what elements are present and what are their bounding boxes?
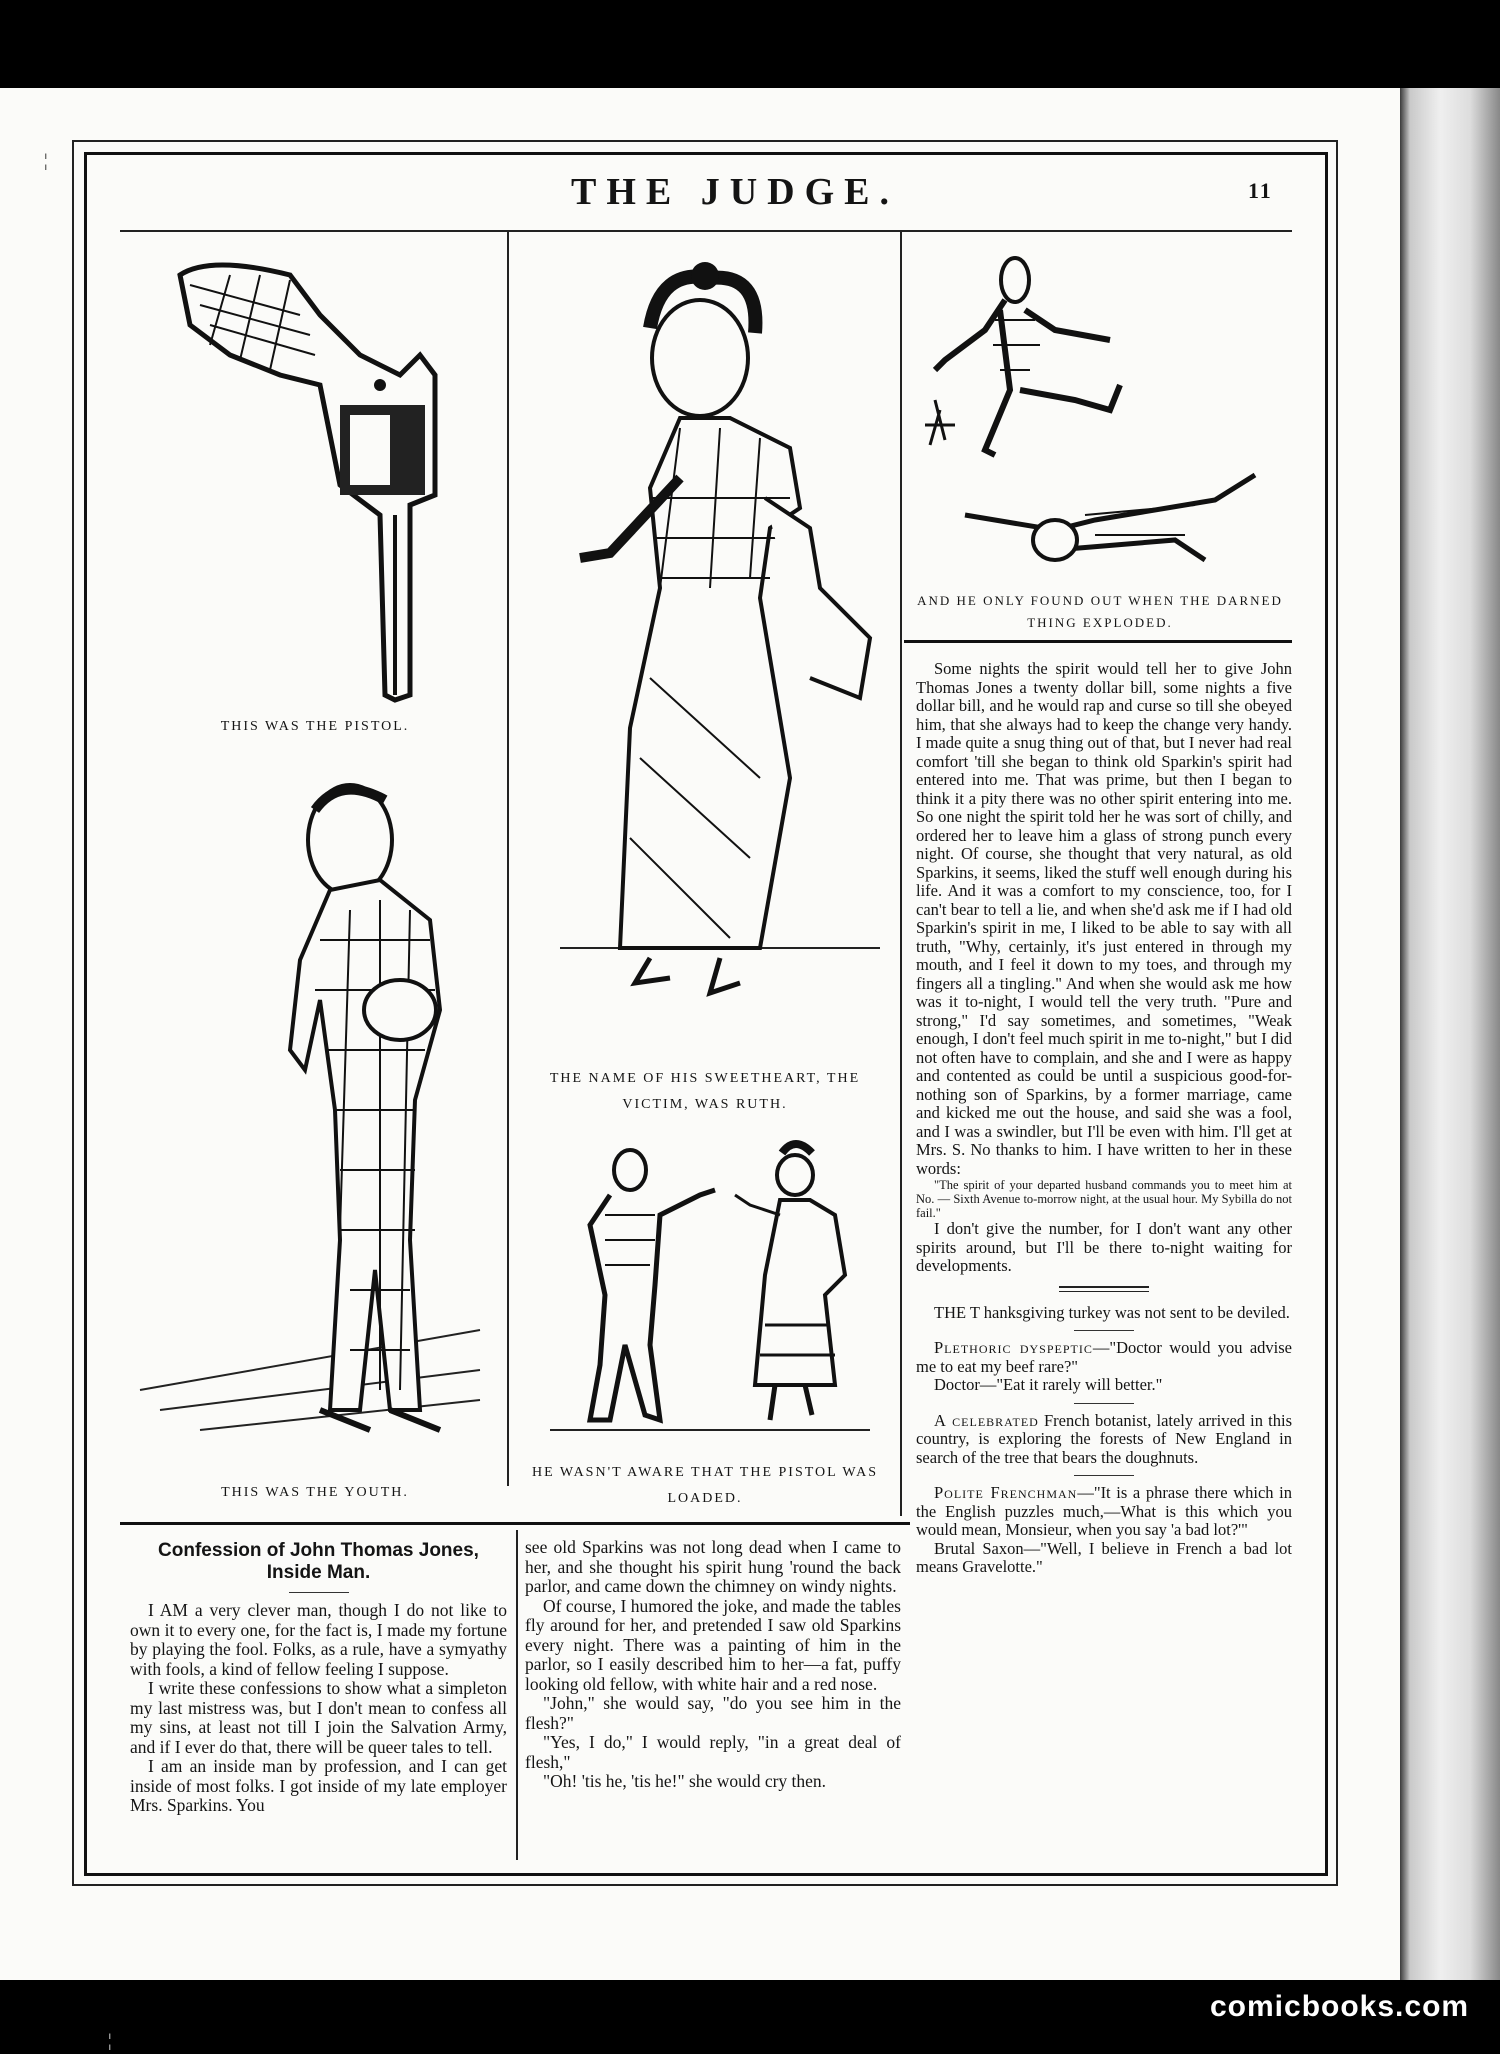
margin-mark: ¦ [44, 150, 48, 170]
joke-botanist [916, 1412, 1292, 1468]
joke-text: —"It is a phrase there which in the English puzzles much,—What is this which you would mean, Monsieur, when you say 'a bad lot?'" [916, 1483, 1292, 1539]
joke-separator [1074, 1403, 1134, 1404]
joke-turkey: THE T hanksgiving turkey was not sent to be deviled. [934, 1302, 1290, 1322]
sweetheart-illustration [560, 258, 890, 1028]
article-paragraph: "John," she would say, "do you see him in the flesh?" [525, 1693, 901, 1733]
article-paragraph: I am an inside man by profession, and I can get inside of most folks. I got inside of my late employer Mrs. Sparkins. You [130, 1756, 507, 1815]
joke-lead: Plethoric dyspeptic [934, 1338, 1093, 1357]
joke-frenchman [916, 1484, 1292, 1540]
pistol-illustration [170, 255, 450, 705]
article-paragraph: "Oh! 'tis he, 'tis he!" she would cry then. [543, 1771, 827, 1791]
article-paragraph: Some nights the spirit would tell her to give John Thomas Jones a twenty dollar bill, some nights a five dollar bill, and he would rap and curse so till she obeyed him, that she always had to keep the change very handy. I made quite a snug thing out of that, but I never had real comfort 'till she began to think old Sparkin's spirit had entered into me. That was prime, but then I began to think it a pity there was no other spirit entering into me. So one night the spirit told her he was sort of chilly, and ordered her to leave him a glass of strong punch every night. Of course, she thought that very natural, as old Sparkins, it seems, liked the stuff well enough during his life. And it was a comfort to my conscience, too, for I can't bear to tell a lie, and when she'd ask me if I had old Sparkin's spirit in me, I liked to be able to say with all truth, "Why, certainly, it's just entered in through my mouth, and I feel it down to my toes, and through my fingers all a tingling." And when she would ask me how was it to-night, I would tell the very truth. "Pure and strong," I'd say sometimes, and sometimes, "Weak enough, I don't feel much spirit in me to-night," but I did not often have to complain, and she and I were as happy and contented as could be until a suspicious good-for-nothing son of Sparkins, by a former marriage, came and kicked me out the house, and said she was a fool, and I was a swindler, but I'll be even with him. I'll get at Mrs. S. No thanks to him. I have written to her in these words: [916, 659, 1292, 1178]
caption-exploded: AND HE ONLY FOUND OUT WHEN THE DARNED THING EXPLODED. [917, 593, 1283, 630]
explosion-illustration [915, 250, 1285, 580]
article-title: Confession of John Thomas Jones, Inside Man. [158, 1540, 479, 1583]
article-paragraph: see old Sparkins was not long dead when I came to her, and she thought his spirit hung 'round the back parlor, and came down the chimney on windy nights. [525, 1537, 901, 1596]
caption-pistol: THIS WAS THE PISTOL. [220, 719, 410, 734]
joke-lead: Polite Frenchman [934, 1483, 1078, 1502]
column-divider-1 [507, 232, 509, 1486]
article-column-1 [130, 1538, 507, 1816]
caption-sweetheart: THE NAME OF HIS SWEETHEART, THE VICTIM, WAS RUTH. [549, 1071, 861, 1112]
joke-saxon: Brutal Saxon—"Well, I believe in French a bad lot means Gravelotte." [916, 1538, 1292, 1576]
article-paragraph: "Yes, I do," I would reply, "in a great deal of flesh," [525, 1732, 901, 1772]
article-column-3 [916, 660, 1292, 1577]
joke-text: —"Doctor would you advise me to eat my beef rare?" [916, 1338, 1292, 1376]
page-number: 11 [1248, 178, 1273, 203]
caption-loaded: HE WASN'T AWARE THAT THE PISTOL WAS LOADED. [532, 1465, 878, 1506]
title-separator [289, 1592, 349, 1593]
joke-separator [1074, 1330, 1134, 1331]
page-stack-edge [1400, 88, 1500, 1980]
masthead-title: THE JUDGE. [570, 171, 900, 213]
article-paragraph: Of course, I humored the joke, and made the tables fly around for her, and pretended I saw old Sparkins every night. There was a painting of him in the parlor, so I easily described him to her—a fat, puffy looking old fellow, with white hair and a red nose. [525, 1595, 901, 1694]
article-rule [120, 1522, 910, 1525]
joke-lead: A celebrated [934, 1410, 1039, 1430]
article-paragraph: I write these confessions to show what a simpleton my last mistress was, but I don't mean to confess all my sins, at least not till I join the Salvation Army, and if I ever do that, there will be queer tales to tell. [130, 1678, 507, 1757]
exploded-panel-rule [904, 640, 1292, 643]
header-rule [120, 230, 1292, 232]
margin-mark-bottom: ¦ [108, 2030, 112, 2050]
section-separator [1059, 1286, 1149, 1292]
joke-dyspeptic [916, 1339, 1292, 1376]
site-watermark: comicbooks.com [1210, 1990, 1470, 2023]
youth-illustration [140, 770, 490, 1450]
joke-separator [1074, 1475, 1134, 1476]
column-divider-3 [516, 1530, 518, 1860]
joke-doctor: Doctor—"Eat it rarely will better." [934, 1375, 1163, 1394]
article-paragraph: I don't give the number, for I don't want any other spirits around, but I'll be there to-night waiting for developments. [916, 1219, 1292, 1275]
joke-text: French botanist, lately arrived in this country, is exploring the forests of New England in search of the tree that bears the doughnuts. [916, 1410, 1292, 1467]
letter-quote: "The spirit of your departed husband commands you to meet him at No. — Sixth Avenue to-morrow night, at the usual hour. My Sybilla do not fail." [916, 1178, 1292, 1220]
caption-youth: THIS WAS THE YOUTH. [221, 1485, 409, 1500]
column-divider-2 [900, 232, 902, 1516]
article-column-2 [525, 1538, 901, 1792]
article-paragraph: I AM a very clever man, though I do not like to own it to every one, for the fact is, I made my fortune by playing the fool. Folks, as a rule, have a symyathy with fools, a kind of fellow feeling I suppose. [130, 1600, 507, 1679]
pointing-couple-illustration [550, 1145, 890, 1445]
